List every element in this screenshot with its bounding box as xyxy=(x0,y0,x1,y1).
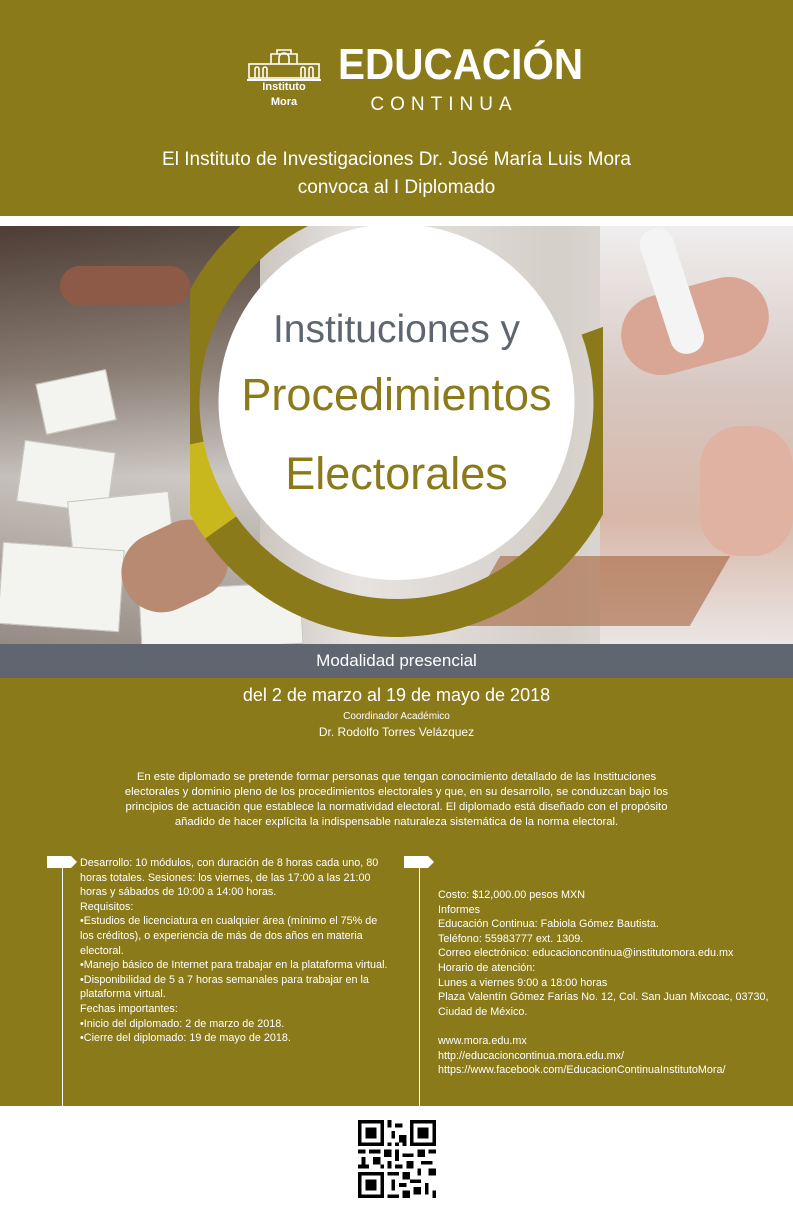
instituto-mora-logo xyxy=(247,48,321,118)
email-text: Correo electrónico: educacioncontinua@institutomora.edu.mx xyxy=(438,947,734,960)
arrow-tab-icon xyxy=(47,856,77,868)
title-line-2: Procedimientos xyxy=(241,369,552,420)
coordinator-label: Coordinador Académico xyxy=(343,711,450,722)
details-text: Requisitos: xyxy=(80,900,134,913)
brand-subtitle: CONTINUA xyxy=(370,94,518,115)
brand-title: EDUCACIÓN xyxy=(338,40,584,89)
ballot-paper xyxy=(0,542,125,632)
intro-text xyxy=(0,146,793,202)
logo-text-instituto: Instituto xyxy=(262,81,306,93)
arrow-tab-icon xyxy=(404,856,434,868)
contact-info xyxy=(438,888,778,1078)
hand xyxy=(700,426,793,556)
divider-line xyxy=(419,868,420,1106)
modality-band: Modalidad presencial xyxy=(0,644,793,678)
hours-label: Horario de atención: xyxy=(438,961,536,974)
coordinator-name: Dr. Rodolfo Torres Velázquez xyxy=(318,725,475,739)
intro-line-1: El Instituto de Investigaciones Dr. José María Luis Mora xyxy=(162,149,631,170)
hours-text: Lunes a viernes 9:00 a 18:00 horas xyxy=(438,976,608,989)
details-text: •Manejo básico de Internet para trabajar en la plataforma virtual. xyxy=(80,959,388,972)
phone-text: Teléfono: 55983777 ext. 1309. xyxy=(438,932,584,945)
qr-code-icon[interactable] xyxy=(358,1120,436,1198)
program-details xyxy=(80,856,390,1046)
details-text: Fechas importantes: xyxy=(80,1002,178,1015)
website-link[interactable]: http://educacioncontinua.mora.edu.mx/ xyxy=(438,1049,625,1062)
details-text: •Disponibilidad de 5 a 7 horas semanales para trabajar en la plataforma virtual. xyxy=(80,973,369,1001)
contact-name: Educación Continua: Fabiola Gómez Bautista. xyxy=(438,918,659,931)
facebook-link[interactable]: https://www.facebook.com/EducacionContinuaInstitutoMora/ xyxy=(438,1064,726,1077)
details-text: •Estudios de licenciatura en cualquier área (mínimo el 75% de los créditos), o experiencia de más de dos años en materia electoral. xyxy=(80,915,378,957)
cost-text: Costo: $12,000.00 pesos MXN xyxy=(438,889,586,901)
address-text: Plaza Valentín Gómez Farías No. 12, Col. San Juan Mixcoac, 03730, Ciudad de México. xyxy=(438,991,769,1018)
building-icon xyxy=(247,48,321,82)
logo-text-mora: Mora xyxy=(270,96,298,108)
details-text: •Cierre del diplomado: 19 de mayo de 2018. xyxy=(80,1032,291,1045)
info-text: Informes xyxy=(438,903,481,916)
spacer xyxy=(438,1019,778,1034)
website-link[interactable]: www.mora.edu.mx xyxy=(438,1034,527,1047)
divider-line xyxy=(62,868,63,1106)
course-description: En este diplomado se pretende formar personas que tengan conocimiento detallado de las Instituciones electorales y dominio pleno de los procedimientos electorales y que, en su desarrollo, se conduzcan bajo los principios de actuación que establece la normatividad electoral. El diplomado está diseñado con el propósito añadido de hacer explícita la indispensable naturaleza sistemática de la norma electoral. xyxy=(124,771,669,828)
details-text: •Inicio del diplomado: 2 de marzo de 2018. xyxy=(80,1017,285,1030)
arm xyxy=(60,266,190,306)
course-dates: del 2 de marzo al 19 de mayo de 2018 xyxy=(242,685,551,705)
title-circle xyxy=(190,226,603,644)
title-line-1: Instituciones y xyxy=(272,308,521,351)
intro-line-2: convoca al I Diplomado xyxy=(297,177,496,198)
title-line-3: Electorales xyxy=(285,448,508,499)
details-text: Desarrollo: 10 módulos, con duración de 8 horas cada uno, 80 horas totales. Sesiones: los viernes, de las 17:00 a las 21:00 horas y sábados de 10:00 a 14:00 horas. xyxy=(80,857,379,899)
